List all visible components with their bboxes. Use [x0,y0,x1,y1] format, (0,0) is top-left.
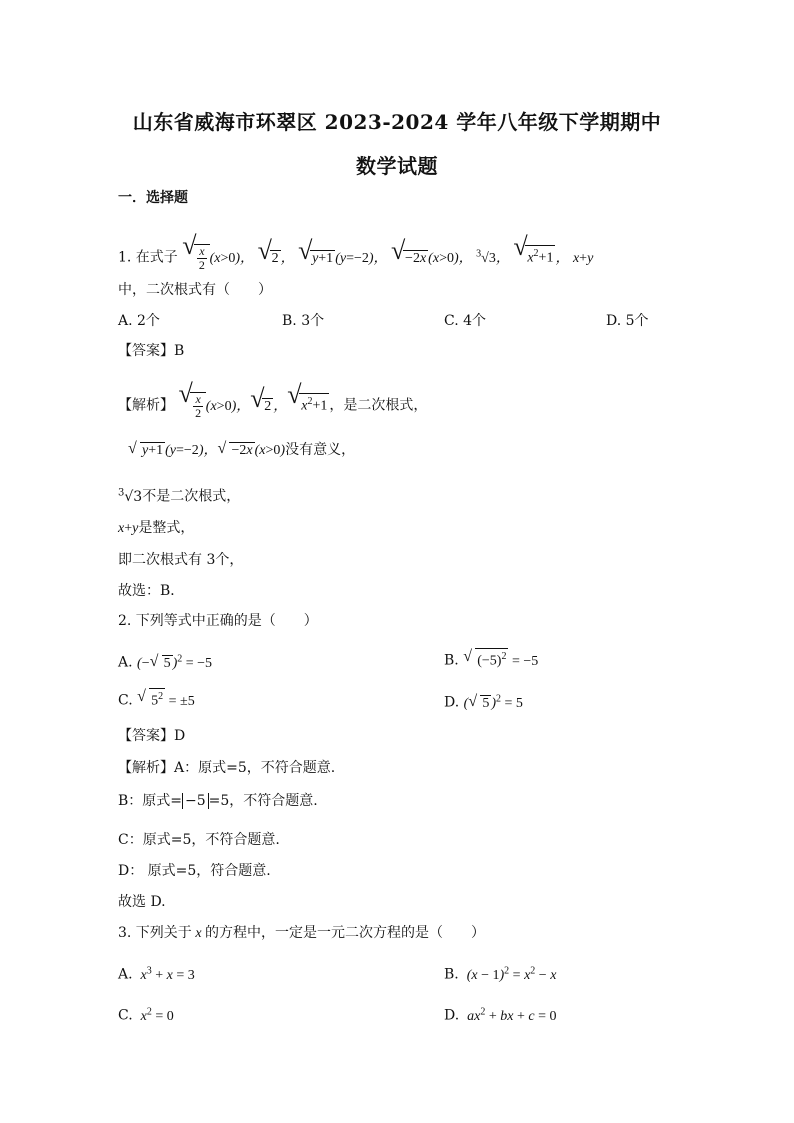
q3-option-c-label: C. [118,1007,133,1024]
q1-option-c: C. 4个 [444,313,487,329]
q2-analysis-3: C：原式=5，不符合题意. [118,832,280,848]
q2-analysis-1: 【解析】A：原式=5，不符合题意. [118,760,336,776]
q3-option-c: C. $x^2 = 0$ [118,1006,174,1024]
q1-analysis-2-tail: 没有意义， [285,442,356,458]
q1-analysis-1: 【解析】 √ $\frac{x}{2}$ (x>0)，√ 2 ，√ $x^2+1$ ，是二次根式， [118,392,427,420]
q2-option-a: A. (−√ 5 )$^2$ = −5 [118,648,212,675]
q1-analysis-2: √ y+1 (y=−2)，√ −2x (x>0)没有意义， [128,440,355,461]
q1-analysis-6: 故选：B． [118,583,185,599]
q2-analysis-4: D： 原式=5，符合题意. [118,863,271,879]
q3-stem: 3. 下列关于 x 的方程中，一定是一元二次方程的是（ ） [118,925,486,941]
q1-analysis-5: 即二次根式有 3个， [118,552,244,568]
q1-option-b: B. 3个 [282,313,325,329]
q2-option-c-label: C. [118,692,133,709]
q3-stem-pre: 3. 下列关于 [118,925,192,941]
q3-option-d-label: D. [444,1007,460,1024]
q1-expressions: √ $\frac{x}{2}$ (x>0)， √ 2 ， √ y+1 (y=−2)， √ −2x (x>0)， $^3$√3， √ $x^2+1$ ， x+y [182,251,593,266]
q1-prefix: 1. 在式子 [118,249,178,266]
q2-analysis-2-post: =5，不符合题意. [208,793,318,809]
q1-analysis-3: $^3$√3不是二次根式， [118,487,241,505]
q1-tail: 中，二次根式有（ ） [118,282,272,298]
q2-option-d: D. (√ 5 )$^2$ = 5 [444,688,523,715]
q1-stem [118,244,593,272]
q3-option-d: D. $ax^2$ + bx + c = 0 [444,1006,557,1024]
title-line-2: 数学试题 [356,154,438,178]
q2-analysis-2: B：原式= −5 =5，不符合题意. [118,793,318,809]
q2-option-c: C. √ $5^2 = \pm 5$ [118,688,195,713]
q1-analysis-1-tail: ，是二次根式， [329,397,428,414]
q1-analysis-4-text: 是整式， [138,520,195,536]
section-heading: 一．选择题 [118,190,188,206]
q2-option-b: B. √ $(-5)^2 = -5$ [444,648,538,673]
q3-option-b-label: B. [444,966,459,983]
q1-option-a: A. 2个 [118,313,160,329]
q1-analysis-3-text: 不是二次根式， [142,488,241,505]
q2-option-b-label: B. [444,652,459,669]
q3-option-a-label: A. [118,966,133,983]
q3-stem-post: 的方程中，一定是一元二次方程的是（ ） [205,925,486,941]
q2-option-a-label: A. [118,654,133,671]
q1-analysis-label: 【解析】 [118,397,174,414]
q1-analysis-4: x+y是整式， [118,520,195,536]
q1-answer: 【答案】B [118,343,185,359]
q2-stem: 2. 下列等式中正确的是（ ） [118,613,318,629]
title-line-1: 山东省威海市环翠区 2023-2024 学年八年级下学期期中 [132,110,662,134]
q2-option-d-label: D. [444,694,460,711]
q2-analysis-5: 故选 D. [118,894,166,910]
q1-option-d: D. 5个 [606,313,649,329]
q3-option-a: A. $x^3 + x = 3$ [118,965,195,983]
q2-answer: 【答案】D [118,728,186,744]
q3-option-b: B. $(x - 1)^2 = x^2 - x$ [444,965,557,983]
q2-analysis-2-pre: B：原式= [118,793,183,809]
